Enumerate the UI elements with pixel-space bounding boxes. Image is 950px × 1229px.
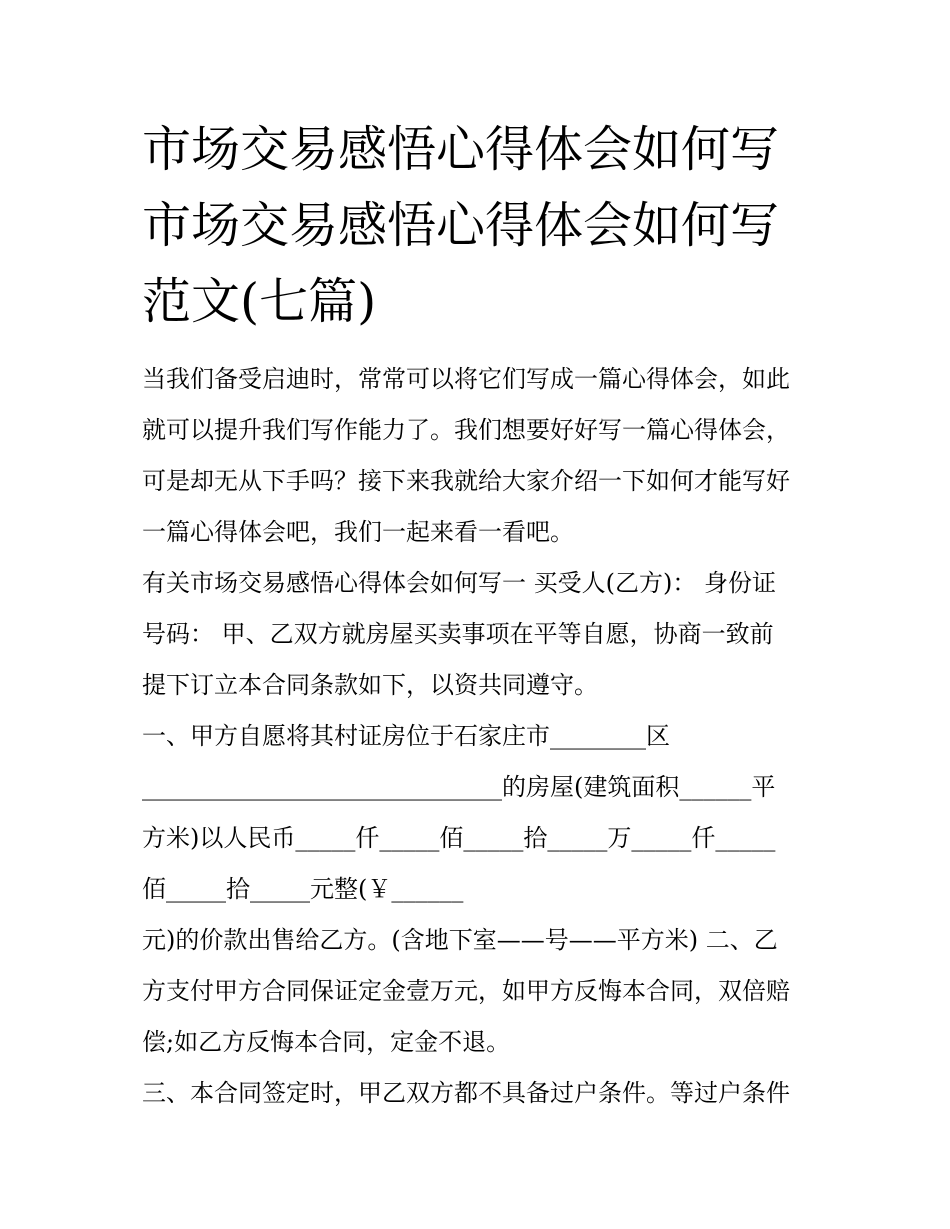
- text-line: 一、甲方自愿将其村证房位于石家庄市________区: [142, 722, 670, 750]
- clause-one-paragraph: [142, 711, 822, 915]
- intro-paragraph: [142, 354, 822, 558]
- text-line: 方米)以人民币_____仟_____佰_____拾_____万_____仟_____: [142, 824, 776, 852]
- text-line: 号码： 甲、乙双方就房屋买卖事项在平等自愿，协商一致前: [142, 620, 774, 648]
- contract-intro-paragraph: [142, 558, 822, 711]
- text-line: 提下订立本合同条款如下，以资共同遵守。: [142, 671, 598, 699]
- document-body: [142, 354, 822, 1119]
- text-line: 三、本合同签定时，甲乙双方都不具备过户条件。等过户条件: [142, 1079, 790, 1107]
- text-line: 佰_____拾_____元整(￥______: [142, 875, 464, 903]
- text-line: 就可以提升我们写作能力了。我们想要好好写一篇心得体会，: [142, 416, 790, 444]
- text-line: 当我们备受启迪时，常常可以将它们写成一篇心得体会，如此: [142, 365, 790, 393]
- text-line: 方支付甲方合同保证定金壹万元，如甲方反悔本合同，双倍赔: [142, 977, 790, 1005]
- title-line: 市场交易感悟心得体会如何写: [142, 121, 780, 178]
- title-line: 市场交易感悟心得体会如何写: [142, 197, 780, 254]
- text-line: ______________________________的房屋(建筑面积______平: [142, 773, 776, 801]
- document-title: [142, 112, 822, 340]
- text-line: 元)的价款出售给乙方。(含地下室——号——平方米) 二、乙: [142, 926, 778, 954]
- text-line: 可是却无从下手吗？接下来我就给大家介绍一下如何才能写好: [142, 467, 790, 495]
- title-line: 范文(七篇): [142, 273, 377, 330]
- text-line: 一篇心得体会吧，我们一起来看一看吧。: [142, 518, 574, 546]
- clause-three-paragraph: [142, 1068, 822, 1119]
- text-line: 有关市场交易感悟心得体会如何写一 买受人(乙方)： 身份证: [142, 569, 776, 597]
- text-line: 偿;如乙方反悔本合同，定金不退。: [142, 1028, 511, 1056]
- clause-two-paragraph: [142, 915, 822, 1068]
